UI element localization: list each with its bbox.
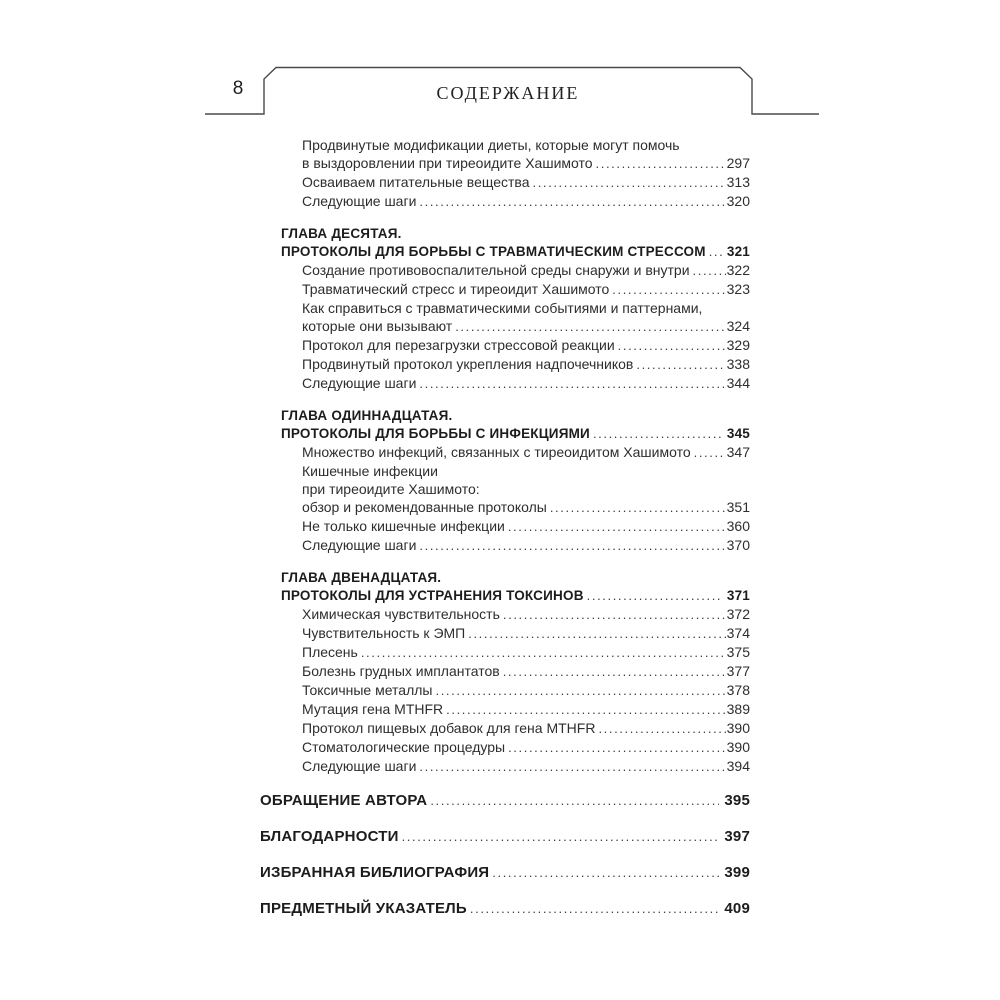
dot-leader <box>709 243 722 261</box>
toc-section-text: ИЗБРАННАЯ БИБЛИОГРАФИЯ <box>260 864 490 881</box>
toc-chapter-entry <box>260 587 750 605</box>
toc-entry <box>260 643 750 662</box>
page-number-ref: 390 <box>726 720 750 736</box>
toc-section-entry <box>260 792 750 810</box>
page-number-ref: 375 <box>726 644 750 660</box>
toc-entry-text: Протокол пищевых добавок для гена MTHFR <box>302 720 596 736</box>
toc-back-matter <box>260 790 750 918</box>
toc-entry <box>260 719 750 738</box>
toc-entry-continuation <box>260 136 750 154</box>
toc-entry <box>260 605 750 624</box>
page-number: 8 <box>232 78 244 99</box>
dot-leader <box>532 174 725 192</box>
toc-entry-text: Следующие шаги <box>302 537 417 553</box>
toc-entry <box>260 624 750 643</box>
toc-section-text: БЛАГОДАРНОСТИ <box>260 828 399 845</box>
toc-entry-text: Следующие шаги <box>302 375 417 391</box>
toc-entry-continuation <box>260 480 750 498</box>
dot-leader <box>468 625 725 643</box>
dot-leader <box>430 792 719 810</box>
toc-entry <box>260 374 750 393</box>
page-number-ref: 338 <box>726 356 750 372</box>
page-number-ref: 351 <box>726 499 750 515</box>
toc-entry <box>260 280 750 299</box>
toc-entry-text: Множество инфекций, связанных с тиреоидитом Хашимото <box>302 444 691 460</box>
toc-entry <box>260 443 750 462</box>
toc-entry <box>260 355 750 374</box>
page-number-ref: 389 <box>726 701 750 717</box>
toc-chapter-entry <box>260 425 750 443</box>
toc-section-entry <box>260 900 750 918</box>
dot-leader <box>508 518 726 536</box>
page-number-ref: 324 <box>726 318 750 334</box>
running-header-title: СОДЕРЖАНИЕ <box>436 83 580 103</box>
toc-chapter-label <box>260 407 750 425</box>
toc-entry-continuation <box>260 299 750 317</box>
toc-entry-text: Продвинутые модификации диеты, которые могут помочь <box>302 137 680 153</box>
toc-entry-text: Следующие шаги <box>302 758 417 774</box>
toc-entry <box>260 700 750 719</box>
dot-leader <box>693 262 726 280</box>
page-number-ref: 344 <box>726 375 750 391</box>
toc-entry <box>260 536 750 555</box>
toc-entry-text: Как справиться с травматическими событиями и паттернами, <box>302 300 703 316</box>
page-number-ref: 371 <box>726 588 750 603</box>
page-number-ref: 329 <box>726 337 750 353</box>
toc-group-chapter-11 <box>260 407 750 555</box>
header-ornament-rule <box>0 0 1000 130</box>
page-number-ref: 399 <box>724 864 750 881</box>
toc-entry-text: Плесень <box>302 644 358 660</box>
dot-leader <box>436 682 726 700</box>
toc-section-text: ОБРАЩЕНИЕ АВТОРА <box>260 792 428 809</box>
page-number-ref: 377 <box>726 663 750 679</box>
toc-entry-text: в выздоровлении при тиреоидите Хашимото <box>302 155 593 171</box>
page-number-ref: 320 <box>726 193 750 209</box>
page-number-ref: 374 <box>726 625 750 641</box>
toc-entry-text: Чувствительность к ЭМП <box>302 625 466 641</box>
page-number-ref: 297 <box>726 155 750 171</box>
dot-leader <box>587 587 722 605</box>
toc-entry <box>260 681 750 700</box>
page-number-ref: 323 <box>726 281 750 297</box>
toc-entry <box>260 154 750 173</box>
dot-leader <box>508 739 726 757</box>
dot-leader <box>419 758 725 776</box>
page-number-ref: 313 <box>726 174 750 190</box>
toc-entry-text: Осваиваем питательные вещества <box>302 174 530 190</box>
dot-leader <box>446 701 725 719</box>
toc-entry-text: обзор и рекомендованные протоколы <box>302 499 547 515</box>
toc-entry <box>260 662 750 681</box>
toc-chapter-label <box>260 569 750 587</box>
dot-leader <box>612 281 725 299</box>
toc-group-previous-chapter <box>260 136 750 211</box>
toc-chapter-label <box>260 225 750 243</box>
page-number-ref: 409 <box>724 900 750 917</box>
toc-entry <box>260 317 750 336</box>
dot-leader <box>593 425 722 443</box>
page-number-ref: 321 <box>726 244 750 259</box>
toc-entry-text: Химическая чувствительность <box>302 606 500 622</box>
toc-entry-text: при тиреоидите Хашимото: <box>302 481 480 497</box>
dot-leader <box>596 155 726 173</box>
toc-chapter-text: ГЛАВА ДЕСЯТАЯ. <box>281 226 402 241</box>
page-number-ref: 390 <box>726 739 750 755</box>
toc-section-entry <box>260 864 750 882</box>
toc-entry-text: Стоматологические процедуры <box>302 739 506 755</box>
toc-entry <box>260 757 750 776</box>
toc-entry-text: Болезнь грудных имплантатов <box>302 663 500 679</box>
toc-section-entry <box>260 828 750 846</box>
dot-leader <box>503 663 726 681</box>
toc-entry <box>260 261 750 280</box>
toc-chapter-text: ПРОТОКОЛЫ ДЛЯ УСТРАНЕНИЯ ТОКСИНОВ <box>281 588 584 603</box>
page-number-ref: 394 <box>726 758 750 774</box>
dot-leader <box>636 356 725 374</box>
dot-leader <box>470 900 719 918</box>
page-number-ref: 322 <box>726 262 750 278</box>
toc-entry <box>260 517 750 536</box>
dot-leader <box>455 318 725 336</box>
dot-leader <box>419 375 725 393</box>
toc-chapter-text: ГЛАВА ДВЕНАДЦАТАЯ. <box>281 570 442 585</box>
toc-entry <box>260 336 750 355</box>
toc-entry-text: Создание противовоспалительной среды снаружи и внутри <box>302 262 690 278</box>
toc-entry <box>260 738 750 757</box>
toc-entry <box>260 173 750 192</box>
page-number-ref: 395 <box>724 792 750 809</box>
toc-entry-text: Мутация гена MTHFR <box>302 701 444 717</box>
dot-leader <box>419 193 725 211</box>
dot-leader <box>419 537 725 555</box>
toc-entry-text: Не только кишечные инфекции <box>302 518 505 534</box>
page-number-ref: 378 <box>726 682 750 698</box>
page-number-ref: 397 <box>724 828 750 845</box>
page-number-ref: 347 <box>726 444 750 460</box>
dot-leader <box>618 337 726 355</box>
dot-leader <box>694 444 726 462</box>
toc-chapter-text: ГЛАВА ОДИННАДЦАТАЯ. <box>281 408 453 423</box>
page-number-ref: 345 <box>726 426 750 441</box>
toc-entry-text: Травматический стресс и тиреоидит Хашимото <box>302 281 610 297</box>
toc-entry <box>260 192 750 211</box>
dot-leader <box>503 606 726 624</box>
toc-chapter-text: ПРОТОКОЛЫ ДЛЯ БОРЬБЫ С ТРАВМАТИЧЕСКИМ СТРЕССОМ <box>281 244 706 259</box>
toc-chapter-entry <box>260 243 750 261</box>
toc-section-text: ПРЕДМЕТНЫЙ УКАЗАТЕЛЬ <box>260 900 467 917</box>
toc-group-chapter-12 <box>260 569 750 776</box>
page-number-ref: 370 <box>726 537 750 553</box>
toc-group-chapter-10 <box>260 225 750 393</box>
toc-entry-text: Протокол для перезагрузки стрессовой реакции <box>302 337 615 353</box>
dot-leader <box>492 864 719 882</box>
toc-entry-text: Продвинутый протокол укрепления надпочечников <box>302 356 634 372</box>
toc-entry-text: Кишечные инфекции <box>302 463 438 479</box>
toc-entry-text: Токсичные металлы <box>302 682 433 698</box>
toc-entry-text: которые они вызывают <box>302 318 453 334</box>
dot-leader <box>361 644 726 662</box>
toc-entry-text: Следующие шаги <box>302 193 417 209</box>
dot-leader <box>550 499 726 517</box>
table-of-contents <box>260 136 750 918</box>
page-number-ref: 372 <box>726 606 750 622</box>
toc-entry <box>260 498 750 517</box>
dot-leader <box>402 828 720 846</box>
toc-chapter-text: ПРОТОКОЛЫ ДЛЯ БОРЬБЫ С ИНФЕКЦИЯМИ <box>281 426 590 441</box>
dot-leader <box>598 720 725 738</box>
page-number-ref: 360 <box>726 518 750 534</box>
toc-entry-continuation <box>260 462 750 480</box>
